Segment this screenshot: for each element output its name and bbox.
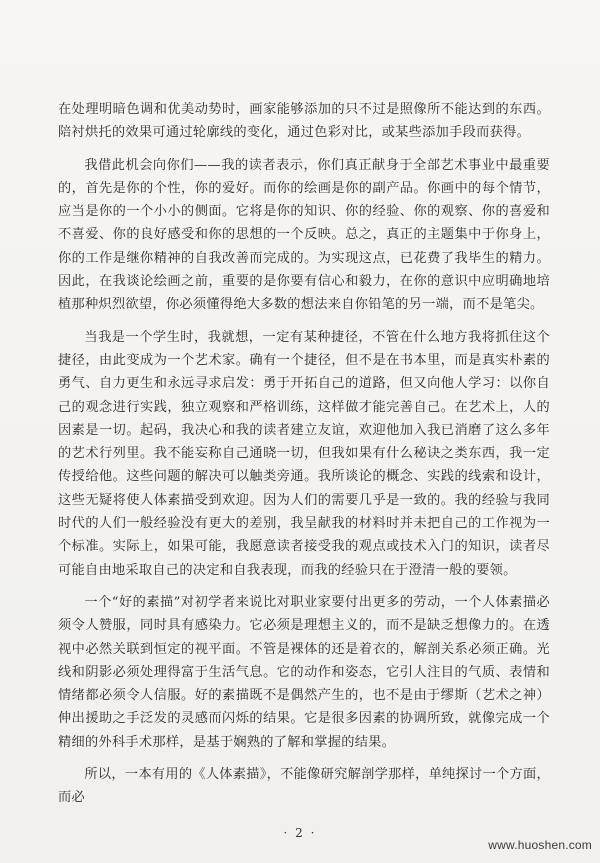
site-watermark: www.huoshen.com — [488, 838, 592, 852]
paragraph-useful-book: 所以，一本有用的《人体素描》，不能像研究解剖学那样，单纯探讨一个方面，而必 — [58, 767, 550, 806]
page-body — [58, 98, 550, 819]
paragraph-shortcut: 当我是一个学生时，我就想，一定有某种捷径，不管在什么地方我将抓住这个捷径，由此变成为一个艺术家。确有一个捷径，但不是在书本里，而是真实朴素的勇气、自力更生和永远寻求启发：勇于开拓自己的道路，但又向他人学习：以你自己的观念进行实践，独立观察和严格训练，这样做才能完善自己。在艺术上，人的因素是一切。起码，我决心和我的读者建立友谊，欢迎他加入我已消磨了这么多年的艺术行列里。我不能妄称自己通晓一切，但我如果有什么秘诀之类东西，我一定传授给他。这些问题的解决可以触类旁通。我所谈论的概念、实践的线索和设计，这些无疑将使人体素描受到欢迎。因为人们的需要几乎是一致的。我的经验与我同时代的人们一般经验没有更大的差别，我呈献我的材料时并未把自己的工作视为一个标准。实际上，如果可能，我愿意读者接受我的观点或技术入门的知识，读者尽可能自由地采取自己的决定和自我表现，而我的经验只在于澄清一般的要领。 — [58, 329, 550, 578]
page-number: · 2 · — [283, 826, 317, 840]
paragraph-continuation: 在处理明暗色调和优美动势时，画家能够添加的只不过是照像所不能达到的东西。陪衬烘托的效果可通过轮廓线的变化，通过色彩对比，或某些添加手段而获得。 — [58, 102, 550, 141]
paragraph-good-drawing: 一个“好的素描”对初学者来说比对职业家要付出更多的劳动，一个人体素描必须令人赞服，同时具有感染力。它必须是理想主义的，而不是缺乏想像力的。在透视中必然关联到恒定的视平面。不管是裸体的还是着衣的，解剖关系必须正确。光线和阴影必须处理得富于生活气息。它的动作和姿态，它引人注目的气质、表情和情绪都必须令人信服。好的素描既不是偶然产生的，也不是由于缪斯（艺术之神）伸出援助之手泛发的灵感而闪烁的结果。它是很多因素的协调所致，就像完成一个精细的外科手术那样，是基于娴熟的了解和掌握的结果。 — [58, 594, 550, 750]
paragraph-personality: 我借此机会向你们——我的读者表示，你们真正献身于全部艺术事业中最重要的，首先是你的个性，你的爱好。而你的绘画是你的副产品。你画中的每个情节，应当是你的一个小小的侧面。它将是你的知识、你的经验、你的观察、你的喜爱和不喜爱、你的良好感受和你的思想的一个反映。总之，真正的主题集中于你身上，你的工作是继你精神的自我改善而完成的。为实现这点，已花费了我毕生的精力。因此，在我谈论绘画之前，重要的是你要有信心和毅力，在你的意识中应明确地培植那种炽烈欲望，你必须懂得绝大多数的想法来自你铅笔的另一端，而不是笔尖。 — [58, 157, 550, 313]
